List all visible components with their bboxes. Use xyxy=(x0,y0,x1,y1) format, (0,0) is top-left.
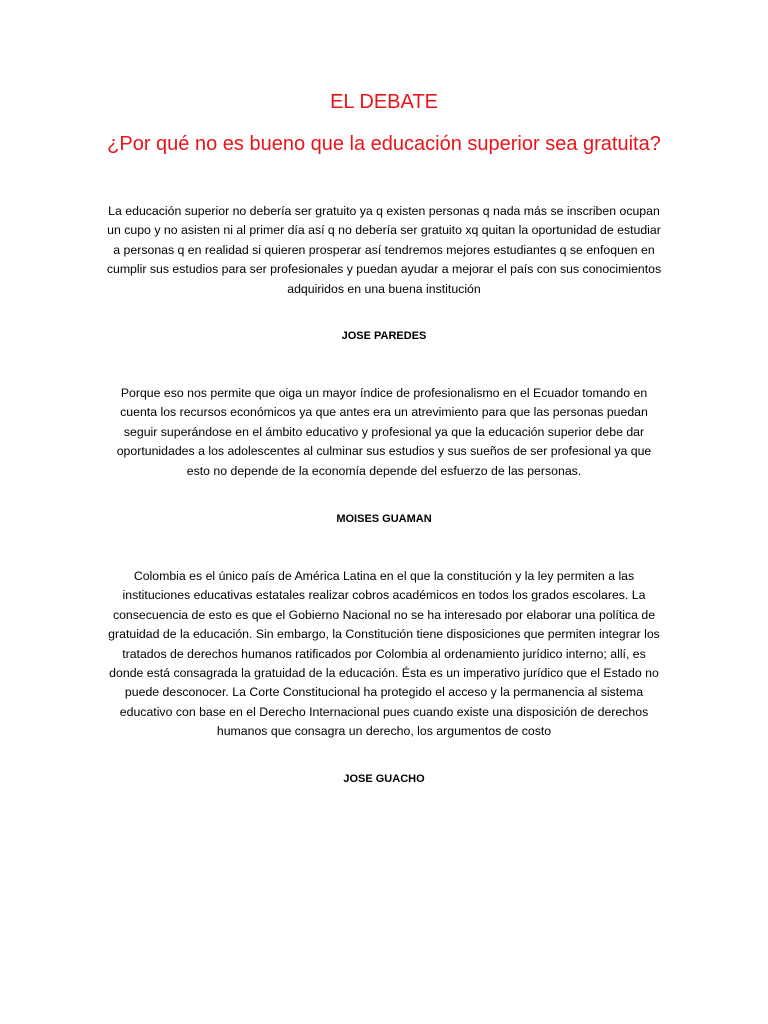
author-name-1: JOSE PAREDES xyxy=(341,330,427,342)
argument-paragraph-1: La educación superior no debería ser gratuito ya q existen personas q nada más se inscriben ocupan un cupo y no asisten ni al primer día así q no debería ser gratuito xq quitan la oportunidad de estudiar a personas q en realidad si quieren prosperar así tendremos mejores estudiantes q se enfoquen en cumplir sus estudios para ser profesionales y puedan ayudar a mejorar el país con sus conocimientos adquiridos en una buena institución xyxy=(106,204,662,296)
author-name-2: MOISES GUAMAN xyxy=(336,513,432,525)
debate-question: ¿Por qué no es bueno que la educación superior sea gratuita? xyxy=(107,133,661,155)
document-title: EL DEBATE xyxy=(330,91,438,113)
argument-paragraph-2: Porque eso nos permite que oiga un mayor índice de profesionalismo en el Ecuador tomando en cuenta los recursos económicos ya que antes era un atrevimiento para que las personas puedan seguir superándose en el ámbito educativo y profesional ya que la educación superior debe dar oportunidades a los adolescentes al culminar sus estudios y sus sueños de ser profesional ya que esto no depende de la economía depende del esfuerzo de las personas. xyxy=(116,386,652,478)
argument-paragraph-3: Colombia es el único país de América Latina en el que la constitución y la ley permiten a las instituciones educativas estatales realizar cobros académicos en todos los grados escolares. La consecuencia de esto es que el Gobierno Nacional no se ha interesado por elaborar una política de gratuidad de la educación. Sin embargo, la Constitución tiene disposiciones que permiten integrar los tratados de derechos humanos ratificados por Colombia al ordenamiento jurídico interno; allí, es donde está consagrada la gratuidad de la educación. Ésta es un imperativo jurídico que el Estado no puede desconocer. La Corte Constitucional ha protegido el acceso y la permanencia al sistema educativo con base en el Derecho Internacional pues cuando existe una disposición de derechos humanos que consagra un derecho, los argumentos de costo xyxy=(108,569,660,739)
author-name-3: JOSE GUACHO xyxy=(343,773,425,785)
